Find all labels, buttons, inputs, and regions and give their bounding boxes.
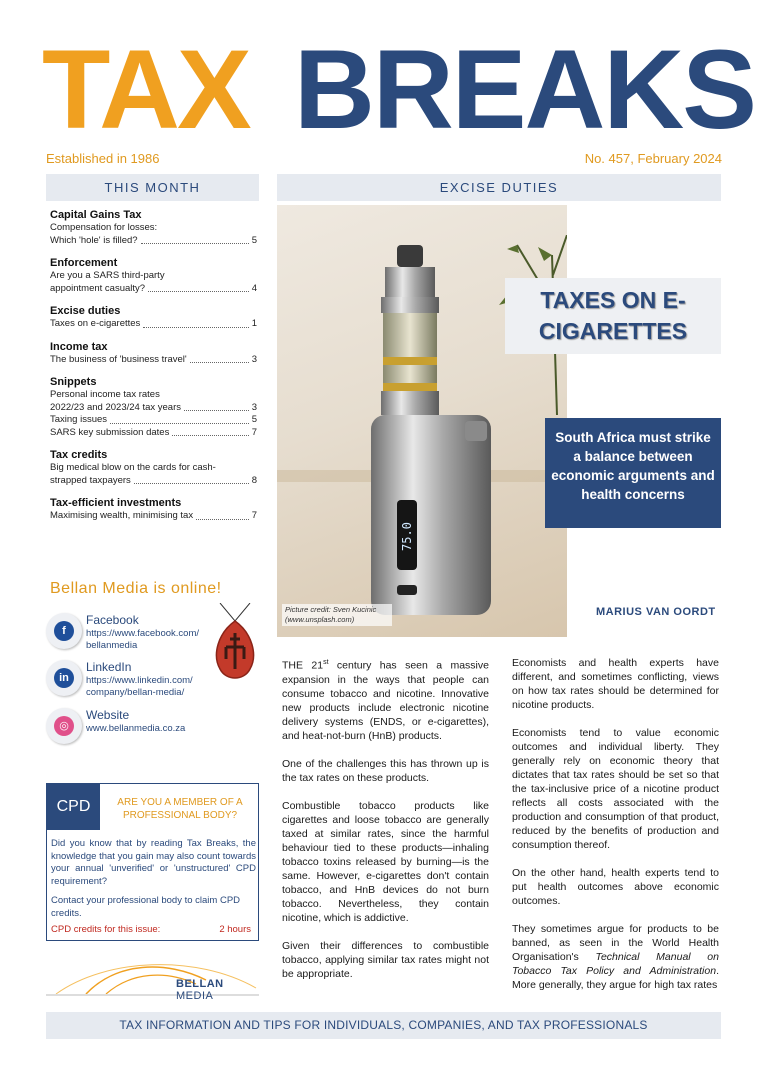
website-url[interactable]: www.bellanmedia.co.za bbox=[86, 723, 186, 734]
linkedin-icon: in bbox=[46, 660, 82, 696]
linkedin-url[interactable]: https://www.linkedin.com/ company/bellan-media/ bbox=[86, 675, 193, 698]
article-paragraph: THE 21st century has seen a massive expansion in the ways that people can consume tobacco and nicotine. Innovative new products include electronic nicotine delivery systems (ENDS, or e-cigarettes), and heat-not-burn (HnB) products. bbox=[282, 659, 489, 742]
bellan-media-logo bbox=[46, 958, 259, 1008]
headline-box bbox=[505, 278, 721, 354]
toc-page-number: 3 bbox=[251, 401, 257, 413]
online-title: Bellan Media is online! bbox=[50, 580, 222, 597]
cpd-credits-value: 2 hours bbox=[219, 924, 251, 935]
toc-leader bbox=[172, 435, 248, 436]
masthead-breaks: BREAKS bbox=[294, 27, 755, 152]
photo-credit: Picture credit: Sven Kucinic (www.unsplash.com) bbox=[282, 604, 392, 626]
toc-page-number: 8 bbox=[251, 474, 257, 486]
article-paragraph: Economists tend to value economic outcomes and individual liberty. They generally rely on economic theory that dictates that tax rates should be set so that the tax-inclusive price of a nicotine product reflects all costs associated with the production and consumption of that product, reduced by the benefits of production and consumption thereof. bbox=[512, 727, 719, 851]
toc-page-number: 7 bbox=[251, 510, 257, 521]
facebook-url[interactable]: https://www.facebook.com/ bellanmedia bbox=[86, 628, 199, 651]
toc-category: Tax-efficient investments bbox=[50, 497, 182, 509]
cpd-paragraph: Contact your professional body to claim CPD credits. bbox=[51, 895, 241, 919]
toc-section bbox=[50, 375, 257, 439]
toc-entry[interactable] bbox=[50, 283, 257, 296]
facebook-icon: f bbox=[46, 613, 82, 649]
toc-entry-title: Which 'hole' is filled? bbox=[50, 234, 138, 246]
toc-section bbox=[50, 208, 257, 247]
cpd-credits-label: CPD credits for this issue: bbox=[51, 924, 161, 935]
cpd-box bbox=[46, 783, 259, 941]
cpd-credits bbox=[51, 924, 251, 935]
toc-leader bbox=[190, 362, 249, 363]
toc-line: Compensation for losses: bbox=[50, 222, 158, 233]
toc-entry[interactable] bbox=[50, 510, 257, 523]
issue-number: No. 457, February 2024 bbox=[584, 151, 722, 166]
toc-line: Big medical blow on the cards for cash- bbox=[50, 462, 216, 473]
device-display-reading: 75.0 bbox=[400, 522, 414, 551]
toc-line: Are you a SARS third-party bbox=[50, 270, 165, 281]
toc-entry-title: The business of 'business travel' bbox=[50, 353, 187, 365]
toc-page-number: 3 bbox=[251, 353, 257, 365]
footer-banner: TAX INFORMATION AND TIPS FOR INDIVIDUALS, COMPANIES, AND TAX PROFESSIONALS bbox=[46, 1012, 721, 1039]
logo-text: BELLAN MEDIA bbox=[176, 978, 224, 1002]
toc-section bbox=[50, 448, 257, 487]
toc-page-number: 4 bbox=[251, 282, 257, 294]
toc-category: Income tax bbox=[50, 340, 108, 353]
pull-quote-box bbox=[545, 418, 721, 528]
cpd-badge: CPD bbox=[47, 784, 100, 830]
masthead-tax: TAX bbox=[42, 27, 249, 152]
toc-entry-title: Taxing issues bbox=[50, 414, 108, 425]
toc-leader bbox=[110, 423, 249, 424]
toc-leader bbox=[141, 243, 249, 244]
article-paragraph: Given their differences to combustible tobacco, applying similar tax rates might not be appropriate. bbox=[282, 939, 489, 980]
article-paragraph: Combustible tobacco products like cigarettes and loose tobacco are generally taxed at similar rates, since the harmful behaviour tied to these products—inhaling tobacco toxins released by burning—is the same. However, e-cigarettes don't contain tobacco, and HnB devices do not burn tobacco. Nevertheless, they contain nicotine, which is addictive. bbox=[282, 799, 489, 924]
article-photo bbox=[277, 205, 567, 637]
article-paragraph: Economists and health experts have different, and sometimes conflicting, views on how tax rates should be determined for nicotine products. bbox=[512, 657, 719, 711]
toc-category: Enforcement bbox=[50, 257, 118, 269]
toc-line: Personal income tax rates bbox=[50, 389, 160, 400]
toc-section bbox=[50, 340, 257, 367]
toc-entry[interactable] bbox=[50, 235, 257, 248]
toc-section bbox=[50, 496, 257, 523]
toc-entry[interactable] bbox=[50, 414, 257, 427]
toc-leader bbox=[148, 291, 249, 292]
established-line: Established in 1986 bbox=[46, 151, 160, 166]
toc-leader bbox=[196, 519, 249, 520]
facebook-label: Facebook bbox=[86, 613, 139, 627]
toc-entry-title: strapped taxpayers bbox=[50, 474, 131, 486]
linkedin-label: LinkedIn bbox=[86, 660, 132, 674]
toc-entry-title: SARS key submission dates bbox=[50, 426, 170, 438]
toc-entry[interactable] bbox=[50, 427, 257, 440]
toc-category: Tax credits bbox=[50, 449, 108, 461]
cpd-paragraph: Did you know that by reading Tax Breaks, the knowledge that you gain may also count towards your annual 'unverified' or 'unstructured' CPD requirement? bbox=[51, 838, 256, 887]
toc-entry[interactable] bbox=[50, 318, 257, 331]
article-column-2 bbox=[512, 656, 719, 992]
toc-page-number: 5 bbox=[251, 234, 257, 246]
section-header: EXCISE DUTIES bbox=[277, 174, 721, 201]
toc-leader bbox=[143, 327, 248, 328]
website-label: Website bbox=[86, 708, 130, 722]
cpd-question: ARE YOU A MEMBER OF A PROFESSIONAL BODY? bbox=[117, 797, 243, 821]
this-month-header: THIS MONTH bbox=[46, 174, 259, 201]
toc-entry-title: Maximising wealth, minimising tax bbox=[50, 510, 194, 521]
toc-entry-title: appointment casualty? bbox=[50, 282, 146, 294]
toc-entry-title: Taxes on e-cigarettes bbox=[50, 318, 141, 329]
toc-entry[interactable] bbox=[50, 354, 257, 367]
toc-leader bbox=[134, 483, 249, 484]
table-of-contents bbox=[50, 208, 257, 532]
website-link[interactable] bbox=[46, 708, 256, 752]
article-paragraph: On the other hand, health experts tend to put health outcomes above economic outcomes. bbox=[512, 867, 719, 907]
toc-section bbox=[50, 256, 257, 295]
masthead bbox=[42, 27, 755, 152]
author-byline: MARIUS VAN OORDT bbox=[596, 606, 716, 618]
article-paragraph: They sometimes argue for products to be banned, as seen in the World Health Organisation's Technical Manual on Tobacco Tax Policy and Administration. More generally, they argue for high tax rates bbox=[512, 923, 719, 991]
toc-section bbox=[50, 304, 257, 331]
toc-leader bbox=[184, 410, 249, 411]
article-paragraph: One of the challenges this has thrown up is the tax rates on these products. bbox=[282, 757, 489, 784]
toc-category: Capital Gains Tax bbox=[50, 209, 142, 221]
toc-entry[interactable] bbox=[50, 402, 257, 415]
toc-page-number: 1 bbox=[251, 318, 257, 329]
article-headline: TAXES ON E-CIGARETTES bbox=[538, 287, 688, 344]
toc-category: Excise duties bbox=[50, 305, 121, 317]
toc-entry-title: 2022/23 and 2023/24 tax years bbox=[50, 401, 181, 413]
pendant-image bbox=[210, 603, 260, 683]
website-icon: ◎ bbox=[46, 708, 82, 744]
toc-page-number: 7 bbox=[251, 426, 257, 438]
article-column-1 bbox=[282, 656, 489, 981]
toc-category: Snippets bbox=[50, 376, 97, 388]
toc-entry[interactable] bbox=[50, 475, 257, 488]
pull-quote: South Africa must strike a balance between economic arguments and health concerns bbox=[551, 430, 715, 502]
toc-page-number: 5 bbox=[251, 414, 257, 425]
